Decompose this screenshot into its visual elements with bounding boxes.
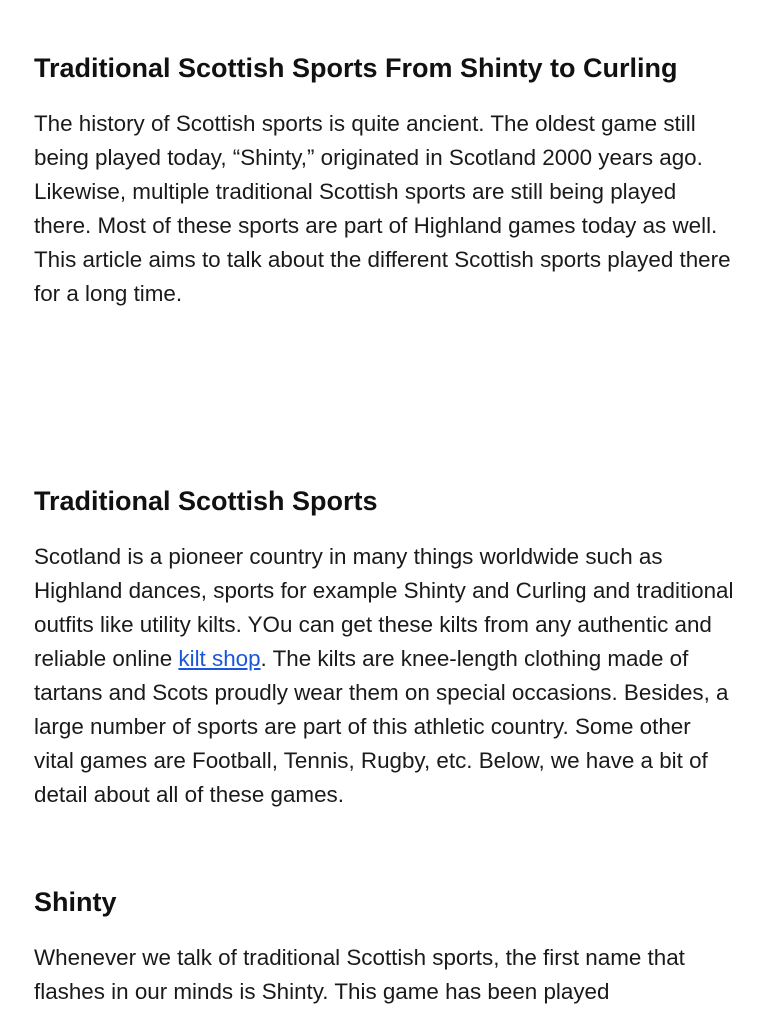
section-heading-shinty: Shinty (34, 887, 117, 917)
kilt-shop-link[interactable]: kilt shop (178, 646, 261, 671)
article-content (34, 0, 734, 1009)
paragraph-text-before-link: Scotland is a pioneer country in many things worldwide such as Highland dances, sports for example Shinty and Curling and traditional outfits like utility kilts. YOu can get these kilts from any authentic and reliable online (34, 544, 734, 671)
section-paragraph-shinty: Whenever we talk of traditional Scottish sports, the first name that flashes in our minds is Shinty. This game has been played (34, 945, 685, 1004)
intro-paragraph: The history of Scottish sports is quite ancient. The oldest game still being played today, “Shinty,” originated in Scotland 2000 years ago. Likewise, multiple traditional Scottish sports are still being played there. Most of these sports are part of Highland games today as well. This article aims to talk about the different Scottish sports played there for a long time. (34, 111, 731, 306)
section-paragraph-traditional-sports (34, 540, 734, 812)
section-heading-traditional-sports: Traditional Scottish Sports (34, 486, 378, 516)
paragraph-text-after-link: . The kilts are knee-length clothing made of tartans and Scots proudly wear them on special occasions. Besides, a large number of sports are part of this athletic country. Some other vital games are Football, Tennis, Rugby, etc. Below, we have a bit of detail about all of these games. (34, 646, 729, 807)
article-title: Traditional Scottish Sports From Shinty to Curling (34, 53, 678, 83)
